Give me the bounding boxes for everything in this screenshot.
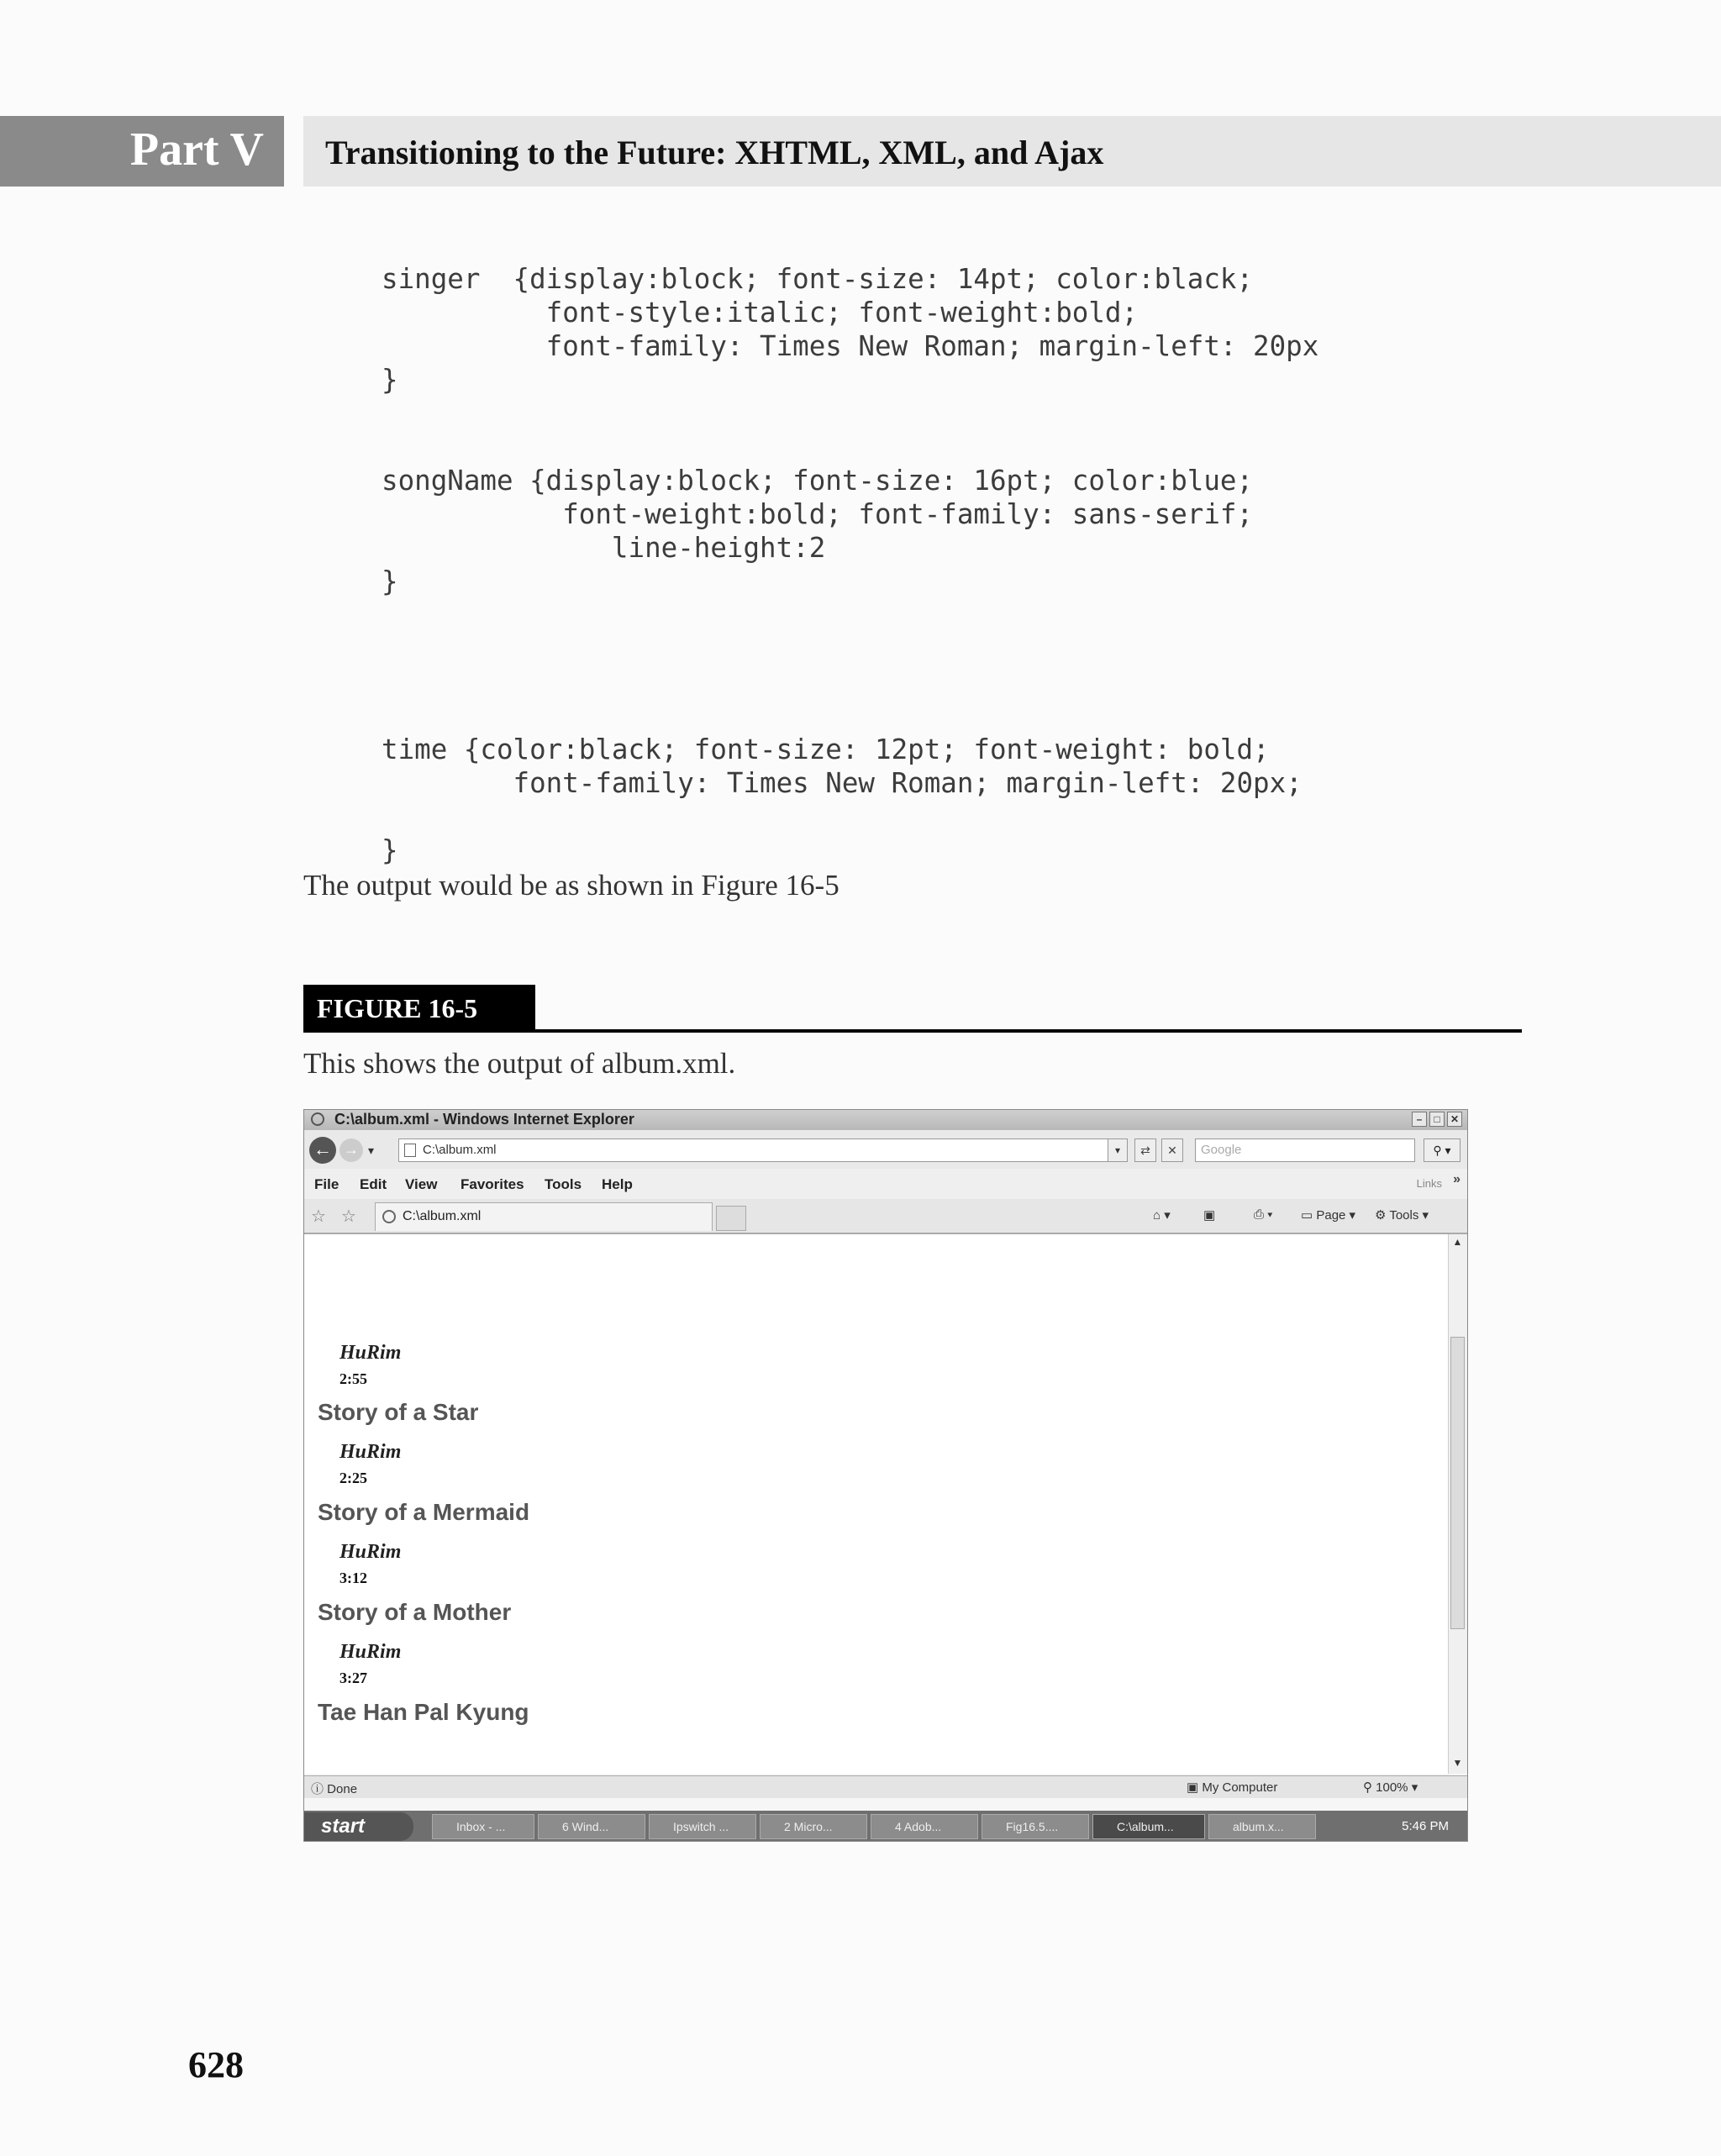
menu-tools[interactable]: Tools [545,1176,582,1192]
address-bar[interactable] [398,1138,1128,1162]
favorites-star-icon[interactable]: ☆ [311,1207,326,1226]
taskbar-item[interactable]: Fig16.5.... [982,1814,1089,1839]
menu-favorites[interactable]: Favorites [461,1176,524,1192]
tab-ie-icon [382,1210,396,1223]
favorites-bar [304,1199,1467,1234]
window-titlebar [304,1110,1467,1130]
singer-text: HuRim [339,1641,402,1663]
status-done: Done [327,1782,358,1796]
address-dropdown-icon[interactable]: ▾ [1108,1139,1127,1161]
system-clock: 5:46 PM [1402,1819,1449,1833]
scroll-down-icon[interactable]: ▼ [1452,1757,1463,1769]
tools-menu-button[interactable]: ⚙ Tools ▾ [1375,1208,1429,1223]
part-label: Part V [129,124,264,176]
zone-indicator: ▣ My Computer [1187,1780,1278,1795]
singer-text: HuRim [339,1441,402,1463]
forward-arrow-icon[interactable]: → [339,1138,363,1162]
ie-logo-icon [311,1112,324,1126]
status-text: ⓘ Done [311,1782,358,1796]
browser-screenshot [303,1109,1468,1842]
search-icon[interactable]: ⚲ ▾ [1424,1138,1460,1162]
time-text: 2:55 [339,1370,367,1387]
chevron-right-icon[interactable]: » [1453,1172,1460,1186]
maximize-icon[interactable]: □ [1429,1112,1445,1127]
home-icon[interactable]: ⌂ ▾ [1153,1208,1171,1223]
song-name: Story of a Mermaid [318,1499,530,1525]
new-tab-button[interactable] [716,1206,746,1231]
refresh-icon[interactable]: ⇄ [1134,1138,1156,1162]
zoom-level: 100% [1376,1780,1408,1795]
status-bar [304,1775,1467,1798]
windows-taskbar [304,1811,1467,1842]
taskbar-item[interactable]: 2 Micro... [760,1814,867,1839]
window-title: C:\album.xml - Windows Internet Explorer [334,1111,634,1128]
history-dropdown-icon[interactable]: ▾ [368,1144,375,1157]
time-text: 3:12 [339,1570,367,1586]
tab-title: C:\album.xml [403,1209,482,1223]
taskbar-item[interactable]: Ipswitch ... [649,1814,756,1839]
tools-menu-label: Tools [1389,1208,1419,1223]
menu-view[interactable]: View [405,1176,438,1192]
taskbar-item[interactable]: 6 Wind... [538,1814,645,1839]
song-name: Story of a Star [318,1399,479,1425]
minimize-icon[interactable]: – [1412,1112,1427,1127]
zone-label: My Computer [1202,1780,1278,1795]
navigation-bar [304,1130,1467,1169]
feeds-icon[interactable]: ▣ [1203,1208,1216,1223]
taskbar-item-active[interactable]: C:\album... [1092,1814,1205,1839]
zoom-control[interactable]: ⚲ 100% ▾ [1363,1780,1418,1795]
taskbar-item[interactable]: album.x... [1208,1814,1316,1839]
menu-file[interactable]: File [314,1176,339,1192]
part-tab [0,116,284,187]
links-label[interactable]: Links [1416,1177,1442,1190]
browser-tab[interactable] [375,1202,713,1231]
page-menu-label: Page [1316,1208,1346,1223]
vertical-scrollbar[interactable] [1448,1234,1467,1774]
page-content [304,1234,1448,1774]
time-text: 2:25 [339,1470,367,1486]
chapter-header [303,116,1721,187]
figure-label: FIGURE 16-5 [303,985,535,1032]
menu-help[interactable]: Help [602,1176,633,1192]
address-text: C:\album.xml [423,1143,497,1157]
stop-icon[interactable]: ✕ [1161,1138,1183,1162]
back-arrow-icon[interactable]: ← [309,1137,336,1164]
page-number: 628 [188,2044,244,2085]
page-menu-button[interactable]: ▭ Page ▾ [1301,1208,1356,1223]
window-controls [1412,1112,1462,1127]
print-icon[interactable]: ⎙ ▾ [1254,1207,1273,1222]
menu-edit[interactable]: Edit [360,1176,387,1192]
css-code-listing: singer {display:block; font-size: 14pt; color:black; font-style:italic; font-weight:bold; font-family: Times New Roman; margin-left: 20px } songName {display:block; font-size: 16pt; color:blue; font-weight:bold; font-family: sans-serif; line-height:2 } time {color:black; font-size: 12pt; font-weight: bold; font-family: Times New Roman; margin-left: 20px; } [382,263,1319,866]
start-button[interactable]: start [304,1812,413,1841]
taskbar-item[interactable]: 4 Adob... [871,1814,978,1839]
song-name: Story of a Mother [318,1599,512,1625]
add-favorite-icon[interactable]: ☆ [341,1207,356,1226]
scroll-thumb[interactable] [1450,1337,1465,1629]
chapter-title: Transitioning to the Future: XHTML, XML, and Ajax [325,134,1104,171]
close-icon[interactable]: ✕ [1447,1112,1462,1127]
time-text: 3:27 [339,1670,367,1686]
figure-rule [303,1029,1522,1033]
search-input[interactable]: Google [1195,1138,1415,1162]
singer-text: HuRim [339,1541,402,1563]
scroll-up-icon[interactable]: ▲ [1452,1236,1463,1248]
body-paragraph: The output would be as shown in Figure 16-5 [303,869,839,902]
song-name: Tae Han Pal Kyung [318,1699,529,1725]
taskbar-item[interactable]: Inbox - ... [432,1814,534,1839]
page-icon [404,1144,416,1157]
singer-text: HuRim [339,1342,402,1364]
figure-caption: This shows the output of album.xml. [303,1047,736,1080]
menu-bar [304,1169,1467,1199]
